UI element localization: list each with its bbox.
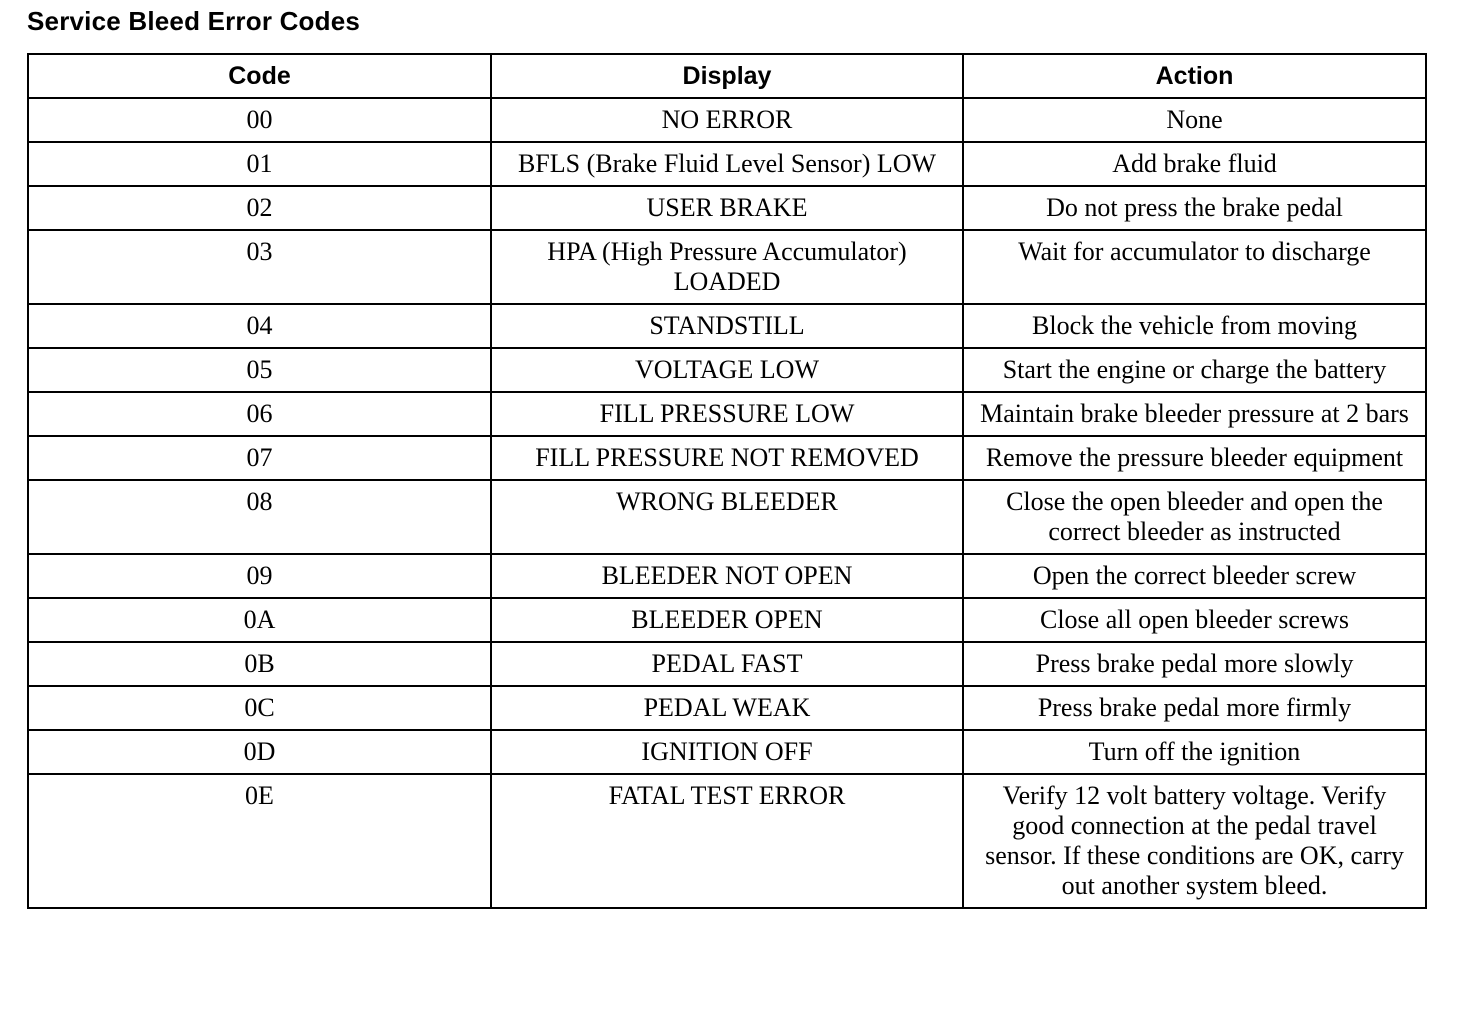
action-cell: Do not press the brake pedal: [963, 186, 1426, 230]
action-cell: Turn off the ignition: [963, 730, 1426, 774]
table-row: [28, 186, 1426, 230]
action-cell: Wait for accumulator to discharge: [963, 230, 1426, 304]
code-cell: 07: [28, 436, 491, 480]
table-row: [28, 642, 1426, 686]
action-cell: Press brake pedal more firmly: [963, 686, 1426, 730]
display-cell: NO ERROR: [491, 98, 963, 142]
display-cell: VOLTAGE LOW: [491, 348, 963, 392]
table-row: [28, 730, 1426, 774]
table-row: [28, 392, 1426, 436]
display-cell: BLEEDER NOT OPEN: [491, 554, 963, 598]
table-header-row: [28, 54, 1426, 98]
table-row: [28, 348, 1426, 392]
code-cell: 0A: [28, 598, 491, 642]
header-display: Display: [491, 54, 963, 98]
code-cell: 00: [28, 98, 491, 142]
display-cell: HPA (High Pressure Accumulator) LOADED: [491, 230, 963, 304]
code-cell: 08: [28, 480, 491, 554]
action-cell: None: [963, 98, 1426, 142]
code-cell: 05: [28, 348, 491, 392]
table-row: [28, 774, 1426, 908]
display-cell: FATAL TEST ERROR: [491, 774, 963, 908]
display-cell: FILL PRESSURE LOW: [491, 392, 963, 436]
table-row: [28, 598, 1426, 642]
table-row: [28, 554, 1426, 598]
header-action: Action: [963, 54, 1426, 98]
action-cell: Open the correct bleeder screw: [963, 554, 1426, 598]
code-cell: 0C: [28, 686, 491, 730]
action-cell: Verify 12 volt battery voltage. Verify good connection at the pedal travel sensor. If these conditions are OK, carry out another system bleed.: [963, 774, 1426, 908]
display-cell: IGNITION OFF: [491, 730, 963, 774]
display-cell: BLEEDER OPEN: [491, 598, 963, 642]
code-cell: 0D: [28, 730, 491, 774]
action-cell: Start the engine or charge the battery: [963, 348, 1426, 392]
action-cell: Maintain brake bleeder pressure at 2 bars: [963, 392, 1426, 436]
header-code: Code: [28, 54, 491, 98]
error-codes-table: [27, 53, 1427, 909]
table-row: [28, 480, 1426, 554]
code-cell: 04: [28, 304, 491, 348]
code-cell: 06: [28, 392, 491, 436]
action-cell: Close all open bleeder screws: [963, 598, 1426, 642]
action-cell: Close the open bleeder and open the correct bleeder as instructed: [963, 480, 1426, 554]
code-cell: 03: [28, 230, 491, 304]
table-row: [28, 304, 1426, 348]
action-cell: Add brake fluid: [963, 142, 1426, 186]
display-cell: FILL PRESSURE NOT REMOVED: [491, 436, 963, 480]
table-row: [28, 142, 1426, 186]
code-cell: 09: [28, 554, 491, 598]
display-cell: STANDSTILL: [491, 304, 963, 348]
display-cell: PEDAL WEAK: [491, 686, 963, 730]
table-row: [28, 230, 1426, 304]
display-cell: WRONG BLEEDER: [491, 480, 963, 554]
action-cell: Press brake pedal more slowly: [963, 642, 1426, 686]
action-cell: Block the vehicle from moving: [963, 304, 1426, 348]
table-row: [28, 686, 1426, 730]
code-cell: 02: [28, 186, 491, 230]
action-cell: Remove the pressure bleeder equipment: [963, 436, 1426, 480]
page-title: Service Bleed Error Codes: [27, 6, 361, 36]
display-cell: PEDAL FAST: [491, 642, 963, 686]
code-cell: 01: [28, 142, 491, 186]
display-cell: USER BRAKE: [491, 186, 963, 230]
code-cell: 0E: [28, 774, 491, 908]
display-cell: BFLS (Brake Fluid Level Sensor) LOW: [491, 142, 963, 186]
table-row: [28, 98, 1426, 142]
table-row: [28, 436, 1426, 480]
code-cell: 0B: [28, 642, 491, 686]
